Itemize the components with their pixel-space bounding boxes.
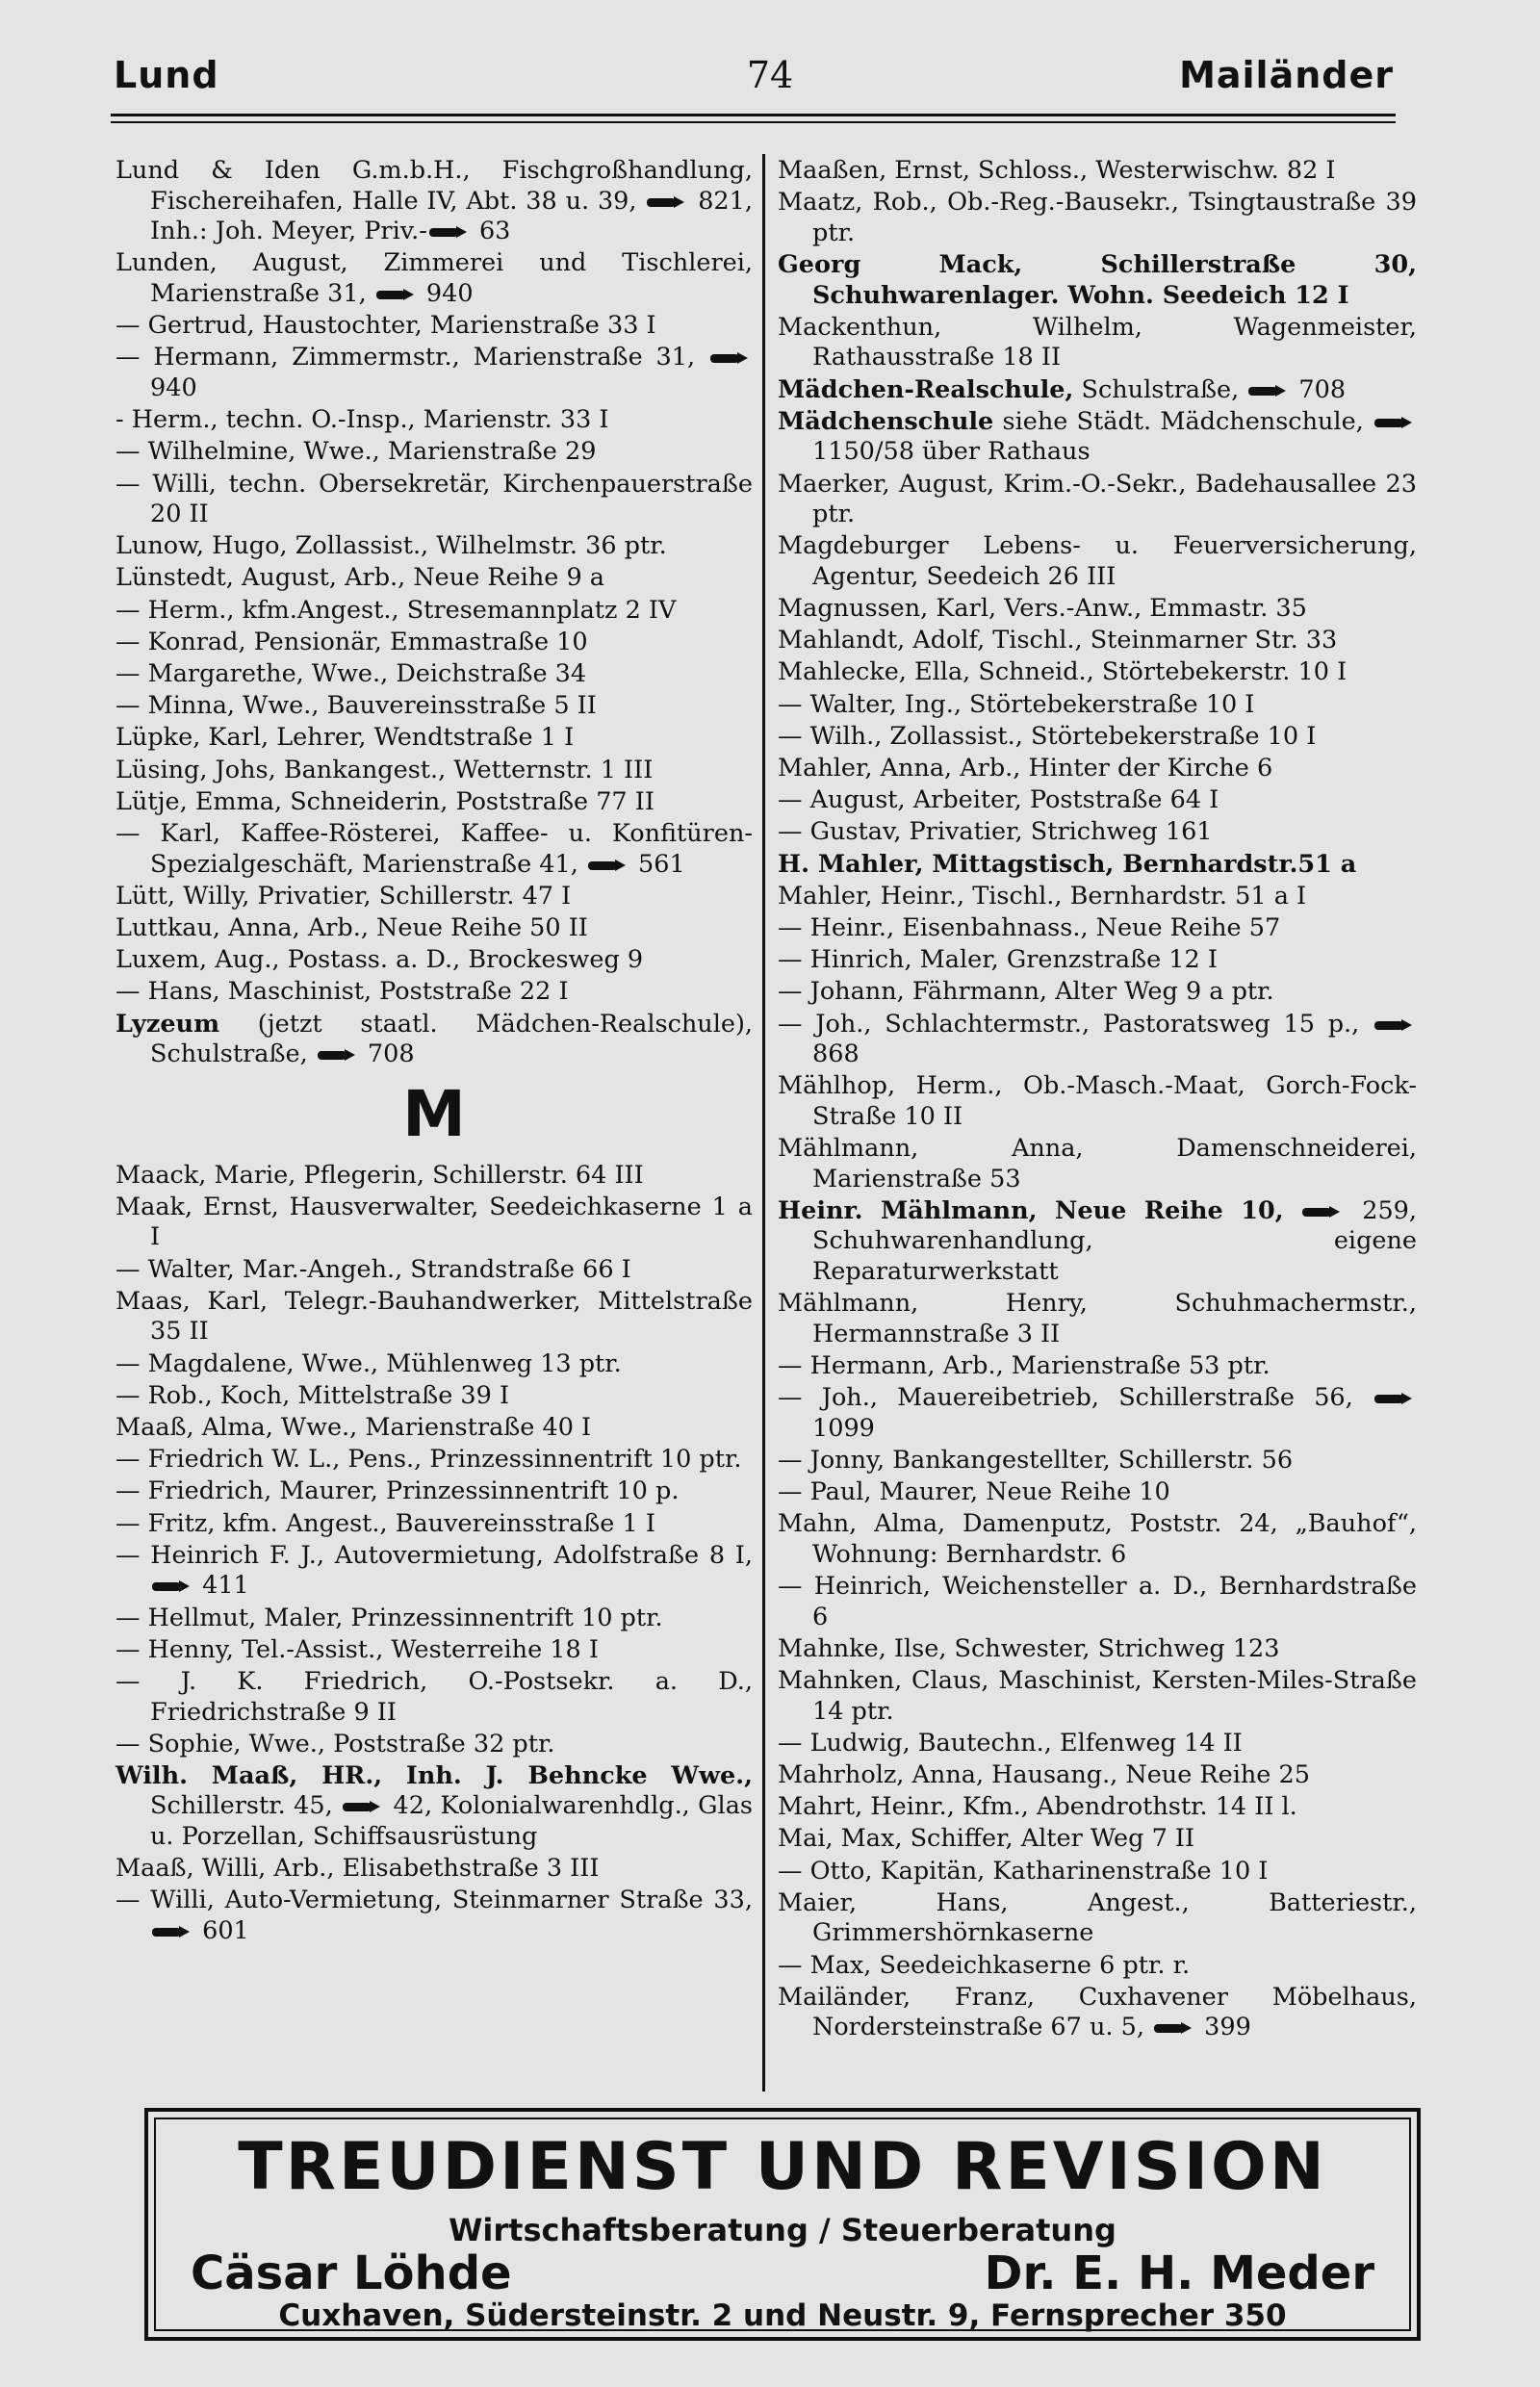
entry-text: Mahrholz, Anna, Hausang., Neue Reihe 25 bbox=[778, 1760, 1310, 1790]
directory-entry bbox=[116, 882, 753, 912]
entry-text: — Walter, Mar.-Angeh., Strandstraße 66 I bbox=[116, 1254, 631, 1284]
directory-entry bbox=[778, 913, 1417, 944]
entry-text: Lund & Iden G.m.b.H., Fischgroßhandlung, Fischereihafen, Halle IV, Abt. 38 u. 39, bbox=[116, 156, 753, 216]
entry-text: 561 bbox=[629, 849, 685, 879]
entry-text: — Max, Seedeichkaserne 6 ptr. r. bbox=[778, 1950, 1191, 1980]
entry-text: Maaßen, Ernst, Schloss., Westerwischw. 82 I bbox=[778, 156, 1336, 185]
entry-text: — Walter, Ing., Störtebekerstraße 10 I bbox=[778, 689, 1255, 719]
section-letter: M bbox=[402, 1076, 466, 1151]
entry-text: — Margarethe, Wwe., Deichstraße 34 bbox=[116, 659, 587, 689]
telephone-icon bbox=[318, 1048, 356, 1062]
header-left-keyword: Lund bbox=[114, 54, 219, 96]
entry-text: Maier, Hans, Angest., Batteriestr., Grimmershörnkaserne bbox=[778, 1887, 1417, 1948]
entry-text: — Gustav, Privatier, Strichweg 161 bbox=[778, 817, 1213, 847]
entry-text: — Johann, Fährmann, Alter Weg 9 a ptr. bbox=[778, 977, 1274, 1007]
telephone-icon bbox=[1248, 384, 1287, 398]
directory-entry bbox=[116, 1255, 753, 1286]
telephone-icon bbox=[647, 195, 685, 209]
telephone-icon bbox=[1374, 1018, 1413, 1032]
entry-text: 399 bbox=[1196, 2013, 1251, 2042]
directory-entry bbox=[778, 722, 1417, 753]
telephone-icon bbox=[1154, 2021, 1193, 2035]
entry-text: - Herm., techn. O.-Insp., Marienstr. 33 I bbox=[116, 405, 609, 435]
entry-text: Magnussen, Karl, Vers.-Anw., Emmastr. 35 bbox=[778, 594, 1307, 624]
entry-text: — August, Arbeiter, Poststraße 64 I bbox=[778, 785, 1219, 815]
entry-text: — Herm., kfm.Angest., Stresemannplatz 2 IV bbox=[116, 595, 677, 625]
entry-text: — Hermann, Zimmermstr., Marienstraße 31, bbox=[116, 343, 708, 372]
entry-bold-text: Wilh. Maaß, HR., Inh. J. Behncke Wwe., bbox=[116, 1760, 753, 1790]
directory-entry bbox=[778, 1572, 1417, 1632]
entry-text: Mahler, Heinr., Tischl., Bernhardstr. 51 a I bbox=[778, 881, 1307, 911]
directory-entry bbox=[116, 470, 753, 530]
entry-text: 63 bbox=[471, 217, 511, 246]
directory-entry bbox=[778, 531, 1417, 592]
directory-entry bbox=[116, 405, 753, 436]
entry-text: — Friedrich, Maurer, Prinzessinnentrift 10 p. bbox=[116, 1476, 680, 1506]
directory-entry bbox=[116, 1161, 753, 1192]
entry-text: 708 bbox=[1291, 374, 1347, 404]
directory-entry bbox=[116, 1193, 753, 1253]
directory-entry bbox=[116, 977, 753, 1008]
header-rule-top bbox=[111, 114, 1396, 116]
telephone-icon bbox=[588, 859, 627, 872]
entry-text: — J. K. Friedrich, O.-Postsekr. a. D., Friedrichstraße 9 II bbox=[116, 1666, 753, 1727]
entry-text: 1150/58 über Rathaus bbox=[812, 437, 1091, 467]
header-rule-bottom bbox=[111, 121, 1396, 123]
directory-entry bbox=[116, 945, 753, 976]
directory-entry bbox=[778, 1010, 1417, 1070]
entry-text: Maaß, Alma, Wwe., Marienstraße 40 I bbox=[116, 1413, 592, 1442]
directory-entry bbox=[116, 1381, 753, 1412]
directory-entry bbox=[778, 1446, 1417, 1476]
entry-bold-text: Mädchen-Realschule, bbox=[778, 374, 1074, 404]
entry-text: — Minna, Wwe., Bauvereinsstraße 5 II bbox=[116, 691, 597, 721]
entry-text: 940 bbox=[418, 278, 474, 308]
entry-text: Lünstedt, August, Arb., Neue Reihe 9 a bbox=[116, 563, 604, 593]
directory-entry bbox=[778, 1134, 1417, 1194]
directory-entry bbox=[778, 594, 1417, 625]
entry-text: — Konrad, Pensionär, Emmastraße 10 bbox=[116, 627, 588, 656]
entry-text: — Ludwig, Bautechn., Elfenweg 14 II bbox=[778, 1728, 1243, 1758]
entry-text: — Rob., Koch, Mittelstraße 39 I bbox=[116, 1380, 510, 1410]
entry-text: — Hans, Maschinist, Poststraße 22 I bbox=[116, 977, 569, 1007]
entry-text: — Jonny, Bankangestellter, Schillerstr. 56 bbox=[778, 1445, 1294, 1475]
entry-text: Schillerstr. 45, bbox=[150, 1791, 342, 1821]
entry-text: — Fritz, kfm. Angest., Bauvereinsstraße 1 I bbox=[116, 1508, 655, 1538]
directory-entry bbox=[116, 248, 753, 309]
directory-entry bbox=[778, 657, 1417, 688]
directory-entry bbox=[778, 1196, 1417, 1288]
entry-text: Mahlandt, Adolf, Tischl., Steinmarner Str. 33 bbox=[778, 626, 1338, 655]
entry-text: 411 bbox=[194, 1571, 249, 1601]
directory-entry bbox=[778, 1857, 1417, 1887]
directory-entry bbox=[778, 375, 1417, 406]
directory-entry bbox=[116, 1349, 753, 1380]
entry-text: — Willi, techn. Obersekretär, Kirchenpauerstraße 20 II bbox=[116, 469, 753, 529]
directory-entry bbox=[116, 437, 753, 468]
entry-text: Mahn, Alma, Damenputz, Poststr. 24, „Bauhof“, Wohnung: Bernhardstr. 6 bbox=[778, 1509, 1417, 1569]
directory-entry bbox=[778, 313, 1417, 373]
entry-text: — Magdalene, Wwe., Mühlenweg 13 ptr. bbox=[116, 1348, 622, 1378]
entry-text: — Karl, Kaffee-Rösterei, Kaffee- u. Konfitüren-Spezialgeschäft, Marienstraße 41, bbox=[116, 818, 753, 879]
directory-entry bbox=[778, 785, 1417, 816]
telephone-icon bbox=[343, 1800, 381, 1813]
directory-entry bbox=[778, 407, 1417, 468]
entry-text: Mahlecke, Ella, Schneid., Störtebekerstr. 10 I bbox=[778, 657, 1348, 687]
directory-entry bbox=[778, 1951, 1417, 1982]
entry-text: 42, Kolonialwarenhdlg., Glas u. Porzellan, Schiffsausrüstung bbox=[150, 1791, 753, 1852]
telephone-icon bbox=[710, 351, 749, 365]
directory-entry bbox=[778, 250, 1417, 311]
entry-text: Lunow, Hugo, Zollassist., Wilhelmstr. 36 ptr. bbox=[116, 531, 667, 561]
entry-text: — Otto, Kapitän, Katharinenstraße 10 I bbox=[778, 1856, 1269, 1886]
directory-entry bbox=[778, 470, 1417, 530]
directory-entry bbox=[116, 1730, 753, 1760]
entry-text: Mählhop, Herm., Ob.-Masch.-Maat, Gorch-Fock-Straße 10 II bbox=[778, 1071, 1417, 1131]
directory-entry bbox=[116, 756, 753, 786]
entry-text: Maas, Karl, Telegr.-Bauhandwerker, Mittelstraße 35 II bbox=[116, 1286, 753, 1347]
entry-text: — Henny, Tel.-Assist., Westerreihe 18 I bbox=[116, 1634, 599, 1664]
ad-name-left: Cäsar Löhde bbox=[191, 2246, 512, 2300]
entry-text: — Wilhelmine, Wwe., Marienstraße 29 bbox=[116, 437, 597, 467]
telephone-icon bbox=[376, 288, 415, 301]
entry-text: siehe Städt. Mädchenschule, bbox=[993, 406, 1373, 436]
advertisement-box bbox=[144, 2108, 1421, 2341]
directory-entry bbox=[778, 850, 1417, 881]
entry-text: — Paul, Maurer, Neue Reihe 10 bbox=[778, 1477, 1170, 1507]
entry-text: — Hinrich, Maler, Grenzstraße 12 I bbox=[778, 945, 1218, 975]
directory-entry bbox=[778, 1888, 1417, 1949]
entry-text: — Heinrich F. J., Autovermietung, Adolfstraße 8 I, bbox=[116, 1540, 753, 1570]
entry-text: Luttkau, Anna, Arb., Neue Reihe 50 II bbox=[116, 912, 588, 942]
directory-entry bbox=[116, 1541, 753, 1602]
directory-entry bbox=[778, 156, 1417, 187]
entry-text: Maaß, Willi, Arb., Elisabethstraße 3 III bbox=[116, 1854, 600, 1884]
entry-text: 1099 bbox=[812, 1413, 875, 1443]
entry-text: Luxem, Aug., Postass. a. D., Brockesweg 9 bbox=[116, 945, 644, 975]
directory-entry bbox=[116, 913, 753, 944]
entry-bold-text: H. Mahler, Mittagstisch, Bernhardstr.51 a bbox=[778, 849, 1357, 879]
entry-text: — Joh., Mauereibetrieb, Schillerstraße 56, bbox=[778, 1383, 1373, 1413]
entry-text: Mackenthun, Wilhelm, Wagenmeister, Rathausstraße 18 II bbox=[778, 312, 1417, 372]
directory-entry bbox=[116, 311, 753, 342]
directory-entry bbox=[116, 1413, 753, 1444]
directory-entry bbox=[778, 1824, 1417, 1855]
entry-text: Mahnken, Claus, Maschinist, Kersten-Miles-Straße 14 ptr. bbox=[778, 1666, 1417, 1726]
directory-entry bbox=[116, 723, 753, 754]
entry-text: Maerker, August, Krim.-O.-Sekr., Badehausallee 23 ptr. bbox=[778, 469, 1417, 529]
entry-text: Mählmann, Henry, Schuhmachermstr., Hermannstraße 3 II bbox=[778, 1289, 1417, 1348]
telephone-icon bbox=[1374, 416, 1413, 429]
entry-text: Mahler, Anna, Arb., Hinter der Kirche 6 bbox=[778, 754, 1273, 783]
column-divider bbox=[762, 154, 765, 2092]
entry-text: Mailänder, Franz, Cuxhavener Möbelhaus, Nordersteinstraße 67 u. 5, bbox=[778, 1982, 1417, 2042]
directory-entry bbox=[116, 1886, 753, 1946]
directory-entry bbox=[116, 1476, 753, 1507]
directory-entry bbox=[116, 343, 753, 403]
header-right-keyword: Mailänder bbox=[1179, 54, 1394, 96]
directory-entry bbox=[116, 628, 753, 658]
entry-text: — Heinrich, Weichensteller a. D., Bernhardstraße 6 bbox=[778, 1572, 1417, 1631]
entry-text: Mahrt, Heinr., Kfm., Abendrothstr. 14 II l. bbox=[778, 1792, 1297, 1822]
entry-text bbox=[1284, 1196, 1301, 1225]
entry-text: Maak, Ernst, Hausverwalter, Seedeichkaserne 1 a I bbox=[116, 1192, 753, 1252]
entry-text: Maack, Marie, Pflegerin, Schillerstr. 64 III bbox=[116, 1160, 644, 1190]
directory-entry bbox=[116, 1445, 753, 1476]
directory-entry bbox=[116, 1604, 753, 1634]
entry-text: — Joh., Schlachtermstr., Pastoratsweg 15 p., bbox=[778, 1009, 1373, 1039]
telephone-icon bbox=[429, 225, 468, 239]
entry-text: Lüsing, Johs, Bankangest., Wetternstr. 1 III bbox=[116, 755, 654, 784]
entry-bold-text: Mädchenschule bbox=[778, 406, 994, 436]
directory-entry bbox=[116, 659, 753, 690]
telephone-icon bbox=[152, 1579, 191, 1593]
entry-text: Lüpke, Karl, Lehrer, Wendtstraße 1 I bbox=[116, 723, 575, 753]
directory-entry bbox=[116, 1854, 753, 1885]
directory-entry bbox=[778, 977, 1417, 1008]
entry-text: — Friedrich W. L., Pens., Prinzessinnentrift 10 ptr. bbox=[116, 1445, 742, 1475]
directory-entry bbox=[116, 691, 753, 722]
entry-text: Mai, Max, Schiffer, Alter Weg 7 II bbox=[778, 1824, 1195, 1854]
entry-bold-text: Heinr. Mählmann, Neue Reihe 10, bbox=[778, 1195, 1284, 1225]
directory-entry bbox=[778, 1634, 1417, 1665]
directory-entry bbox=[778, 1983, 1417, 2043]
directory-entry bbox=[116, 563, 753, 594]
entry-text: Lütt, Willy, Privatier, Schillerstr. 47 I bbox=[116, 881, 572, 911]
directory-entry bbox=[116, 819, 753, 880]
directory-entry bbox=[778, 1289, 1417, 1349]
directory-entry bbox=[116, 156, 753, 247]
directory-entry bbox=[116, 787, 753, 818]
entry-text: Mählmann, Anna, Damenschneiderei, Marienstraße 53 bbox=[778, 1134, 1417, 1194]
telephone-icon bbox=[1374, 1392, 1413, 1405]
ad-title: TREUDIENST UND REVISION bbox=[238, 2129, 1327, 2205]
telephone-icon bbox=[1302, 1205, 1341, 1219]
entry-text: 708 bbox=[359, 1040, 415, 1069]
directory-entry bbox=[778, 945, 1417, 976]
entry-text: Magdeburger Lebens- u. Feuerversicherung, Agentur, Seedeich 26 III bbox=[778, 531, 1417, 591]
directory-entry bbox=[116, 1761, 753, 1853]
entry-text: — Wilh., Zollassist., Störtebekerstraße 10 I bbox=[778, 721, 1317, 751]
entry-text: 940 bbox=[150, 372, 197, 402]
left-column bbox=[116, 156, 753, 1948]
ad-name-right: Dr. E. H. Meder bbox=[984, 2246, 1374, 2300]
directory-entry bbox=[116, 1010, 753, 1070]
entry-text: 868 bbox=[812, 1040, 860, 1069]
right-column bbox=[778, 156, 1417, 2045]
directory-entry bbox=[778, 1792, 1417, 1823]
directory-entry bbox=[778, 626, 1417, 656]
entry-text: Schulstraße, bbox=[1073, 374, 1247, 404]
page-number: 74 bbox=[746, 54, 794, 96]
entry-text: Lunden, August, Zimmerei und Tischlerei, Marienstraße 31, bbox=[116, 248, 753, 308]
telephone-icon bbox=[152, 1925, 191, 1938]
entry-text: Mahnke, Ilse, Schwester, Strichweg 123 bbox=[778, 1633, 1280, 1663]
directory-entry bbox=[778, 188, 1417, 248]
entry-bold-text: Lyzeum bbox=[116, 1009, 220, 1039]
directory-entry bbox=[778, 1383, 1417, 1444]
entry-text: — Sophie, Wwe., Poststraße 32 ptr. bbox=[116, 1729, 555, 1758]
ad-subtitle: Wirtschaftsberatung / Steuerberatung bbox=[449, 2212, 1116, 2248]
directory-entry bbox=[778, 1666, 1417, 1727]
directory-entry bbox=[778, 882, 1417, 912]
directory-entry bbox=[116, 1287, 753, 1348]
entry-text: Maatz, Rob., Ob.-Reg.-Bausekr., Tsingtaustraße 39 ptr. bbox=[778, 188, 1417, 247]
entry-text: — Gertrud, Haustochter, Marienstraße 33 I bbox=[116, 311, 656, 341]
directory-entry bbox=[778, 1477, 1417, 1508]
directory-entry bbox=[778, 1509, 1417, 1570]
entry-text: — Heinr., Eisenbahnass., Neue Reihe 57 bbox=[778, 912, 1281, 942]
directory-entry bbox=[778, 1760, 1417, 1791]
entry-bold-text: Georg Mack, Schillerstraße 30, Schuhwarenlager. Wohn. Seedeich 12 I bbox=[778, 249, 1417, 310]
entry-text: 821, Inh.: Joh. Meyer, Priv.- bbox=[150, 186, 753, 246]
directory-entry bbox=[778, 1351, 1417, 1382]
entry-text: — Hermann, Arb., Marienstraße 53 ptr. bbox=[778, 1351, 1270, 1380]
entry-text: — Willi, Auto-Vermietung, Steinmarner Straße 33, bbox=[116, 1886, 753, 1915]
entry-text: 259, Schuhwarenhandlung, eigene Reparaturwerkstatt bbox=[812, 1195, 1418, 1287]
directory-entry bbox=[116, 531, 753, 562]
entry-text: — Hellmut, Maler, Prinzessinnentrift 10 ptr. bbox=[116, 1603, 663, 1632]
directory-entry bbox=[778, 1071, 1417, 1132]
ad-address: Cuxhaven, Südersteinstr. 2 und Neustr. 9, Fernsprecher 350 bbox=[278, 2298, 1287, 2333]
directory-entry bbox=[116, 596, 753, 627]
directory-entry bbox=[778, 754, 1417, 784]
entry-text: (jetzt staatl. Mädchen-Realschule), Schulstraße, bbox=[150, 1009, 753, 1069]
entry-text: 601 bbox=[194, 1916, 249, 1946]
directory-entry bbox=[778, 690, 1417, 721]
directory-entry bbox=[116, 1667, 753, 1728]
entry-text: Lütje, Emma, Schneiderin, Poststraße 77 II bbox=[116, 786, 654, 816]
directory-entry bbox=[116, 1635, 753, 1666]
directory-entry bbox=[778, 1729, 1417, 1759]
directory-entry bbox=[778, 817, 1417, 848]
directory-entry bbox=[116, 1509, 753, 1540]
